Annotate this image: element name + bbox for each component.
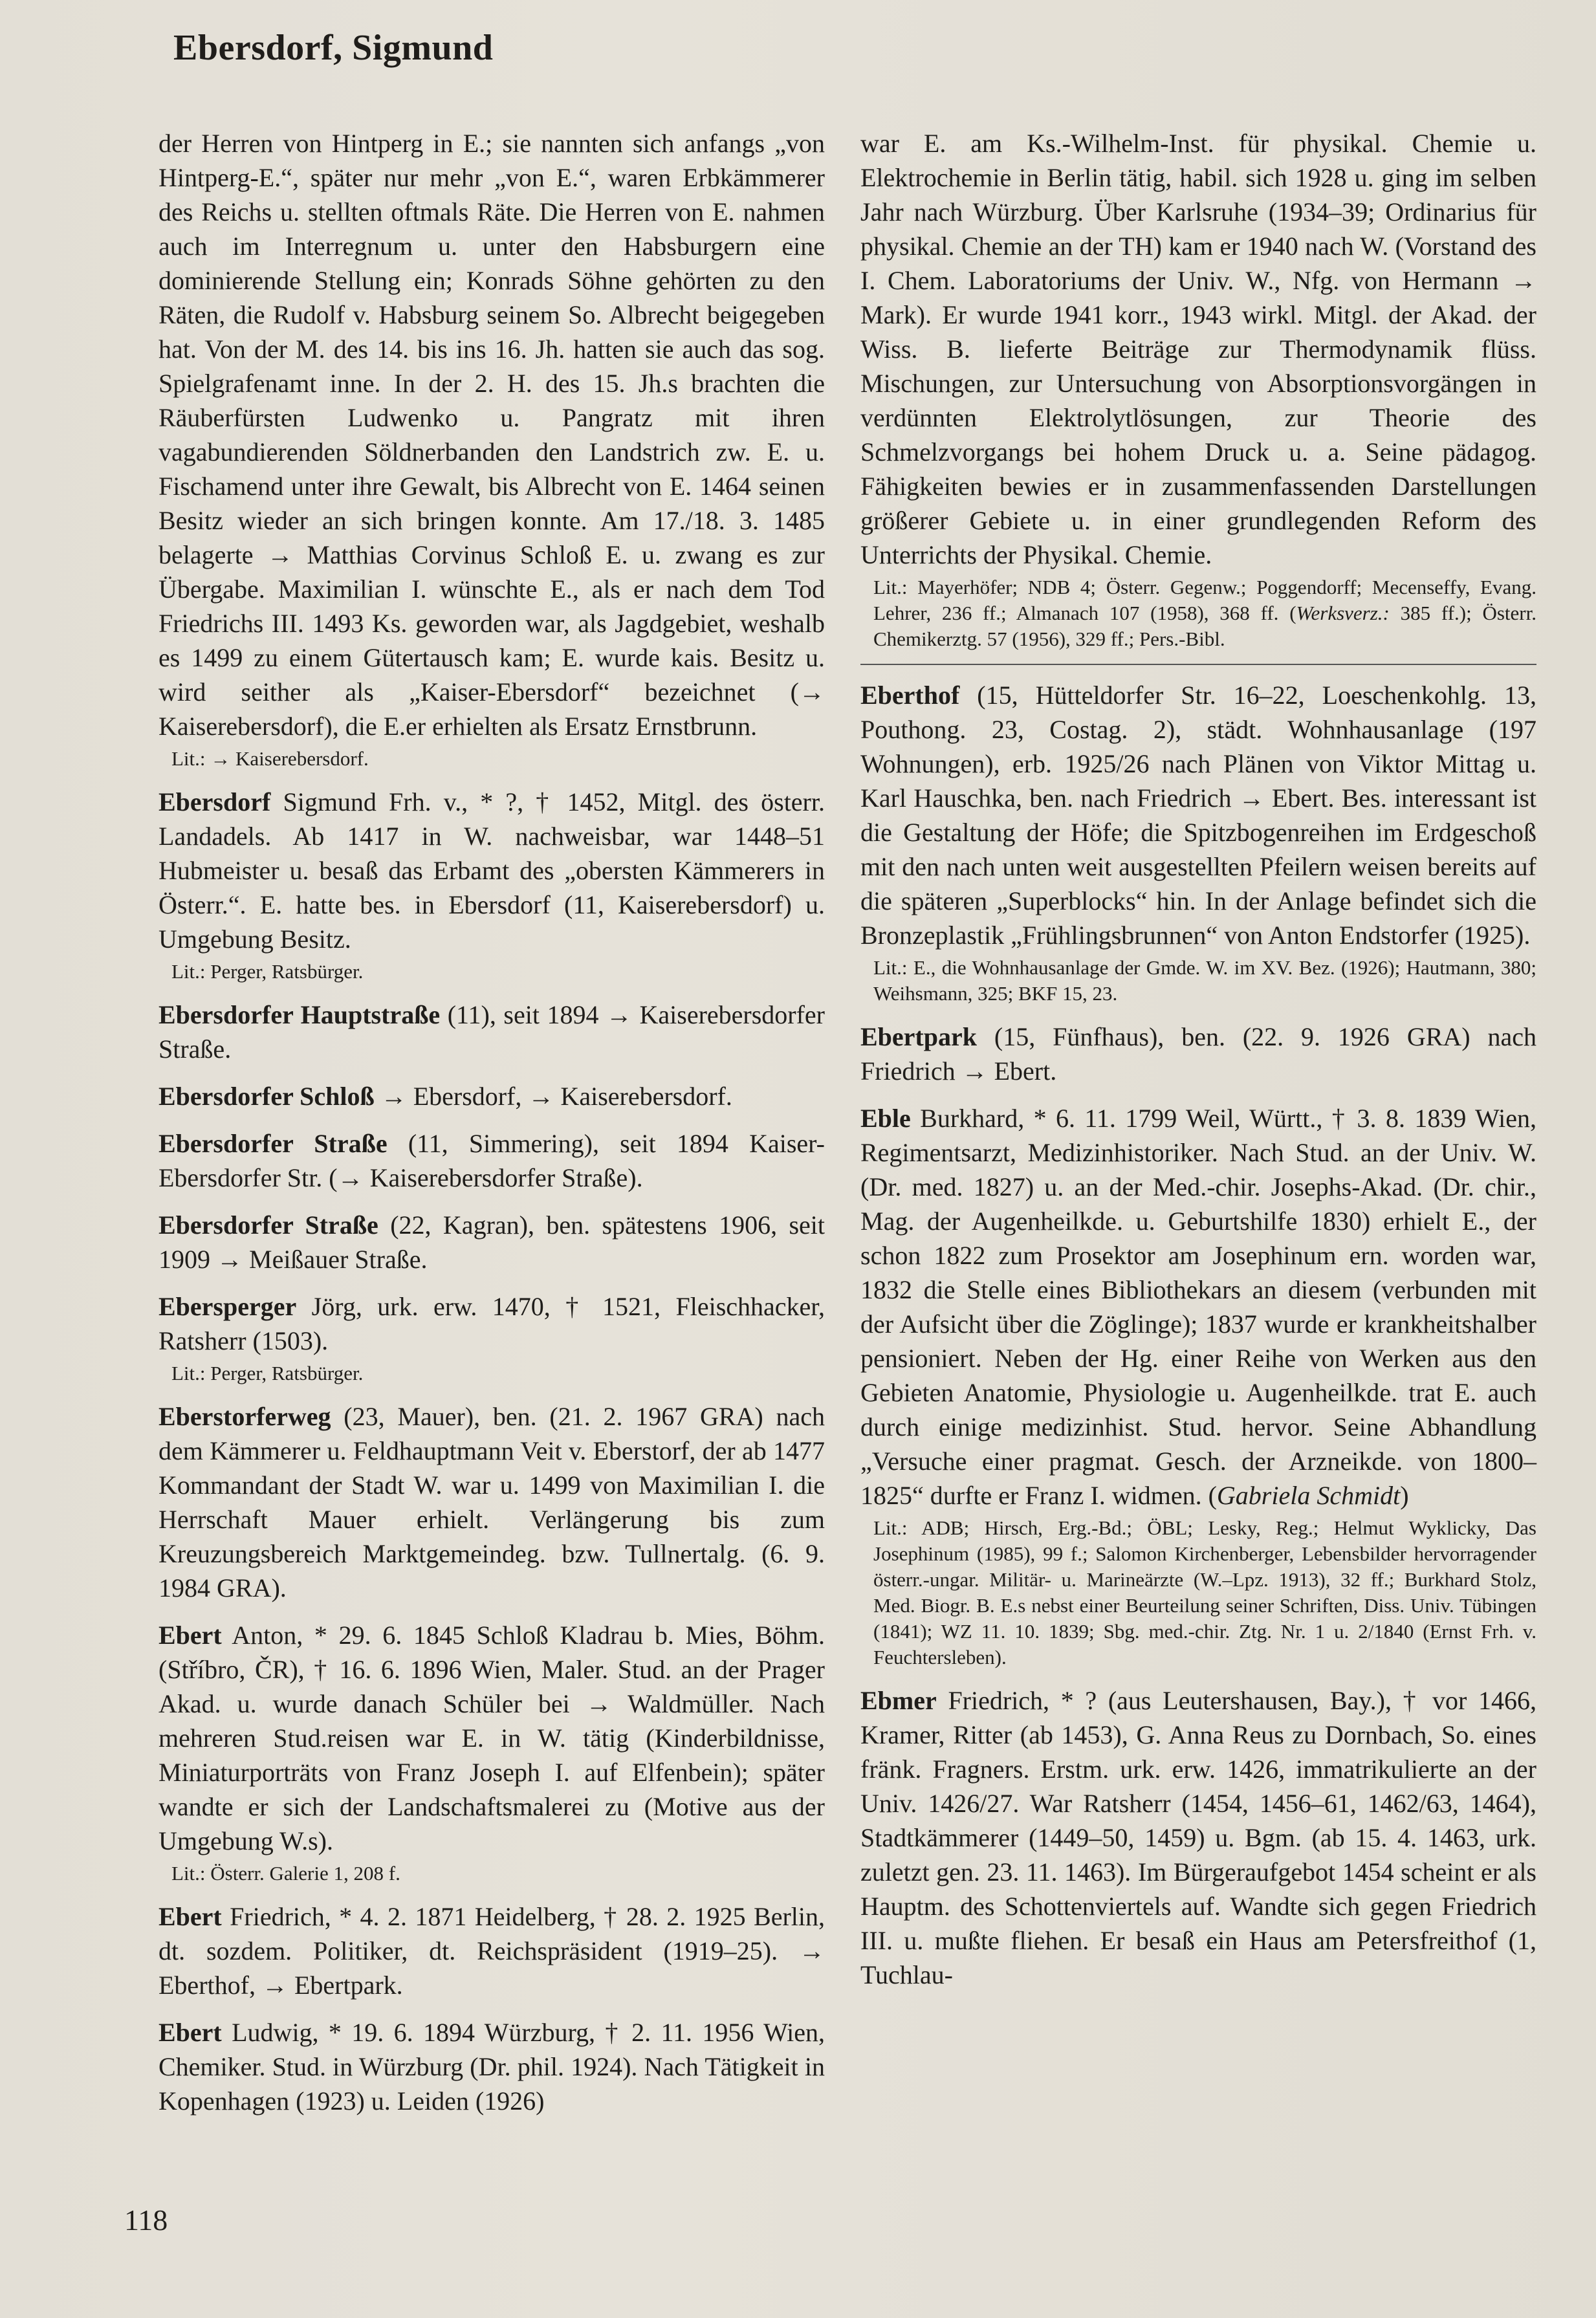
page-number: 118 — [124, 2203, 168, 2236]
entry-ebersdorf-sigmund — [159, 785, 825, 956]
author-signature: Gabriela Schmidt — [1216, 1481, 1401, 1510]
entry-text: Anton, * 29. 6. 1845 Schloß Kladrau b. Mies, Böhm. (Stříbro, ČR), † 16. 6. 1896 Wien, Maler. Stud. an der Prager Akad. u. wurde danach Schüler bei → Waldmüller. Nach mehreren Stud.reisen war E. in W. tätig (Kinderbildnisse, Miniaturporträts von Franz Joseph I. auf Elfenbein); später wandte er sich der Landschaftsmalerei zu (Motive aus der Umgebung W.s). — [159, 1621, 825, 1855]
literature-note: Lit.: Perger, Ratsbürger. — [171, 1362, 364, 1384]
entry-text: Sigmund Frh. v., * ?, † 1452, Mitgl. des österr. Landadels. Ab 1417 in W. nachweisbar, war 1448–51 Hubmeister u. besaß das Erbamt des „obersten Kämmerers in Österr.“. E. hatte bes. in Ebersdorf (11, Kaiserebersdorf) u. Umgebung Besitz. — [159, 787, 825, 954]
entry-text: (23, Mauer), ben. (21. 2. 1967 GRA) nach dem Kämmerer u. Feldhauptmann Veit v. Eberstorf, der ab 1477 Kommandant der Stadt W. war u. 1499 von Maximilian I. die Herrschaft Mauer erhielt. Verlängerung bis zum Kreuzungsbereich Marktgemeindeg. bzw. Tullnertalg. (6. 9. 1984 GRA). — [159, 1402, 825, 1602]
entry-ebmer — [860, 1683, 1536, 1992]
entry-ebersperger — [159, 1289, 825, 1358]
literature-note: Lit.: → Kaiserebersdorf. — [171, 747, 369, 770]
lemma: Eble — [860, 1104, 911, 1133]
entry-text: Jörg, urk. erw. 1470, † 1521, Fleischhacker, Ratsherr (1503). — [159, 1292, 825, 1355]
entry-ebertpark — [860, 1020, 1536, 1088]
literature-note: Lit.: Perger, Ratsbürger. — [171, 960, 364, 983]
lit-text: 385 ff.); Österr. Chemikerztg. 57 (1956), 329 ff.; Pers.-Bibl. — [873, 602, 1536, 650]
entry-ebert-anton — [159, 1618, 825, 1858]
lemma: Eberstorferweg — [159, 1402, 331, 1431]
lemma: Ebert — [159, 1902, 222, 1931]
lemma: Ebersdorf — [159, 787, 271, 816]
entry-continuation: der Herren von Hintperg in E.; sie nannten sich anfangs „von Hintperg-E.“, später nur mehr „von E.“, waren Erbkämmerer des Reichs u. stellten oftmals Räte. Die Herren von E. nahmen auch im Interregnum u. unter den Habsburgern eine dominierende Stellung ein; Konrads Söhne gehörten zu den Räten, die Rudolf v. Habsburg seinem So. Albrecht beigegeben hat. Von der M. des 14. bis ins 16. Jh. hatten sie auch das sog. Spielgrafenamt inne. In der 2. H. des 15. Jh.s brachten die Räuberfürsten Ludwenko u. Pangratz mit ihren vagabundierenden Söldnerbanden den Landstrich zw. E. u. Fischamend unter ihre Gewalt, bis Albrecht von E. 1464 seinen Besitz wieder an sich bringen konnte. Am 17./18. 3. 1485 belagerte → Matthias Corvinus Schloß E. u. zwang es zur Übergabe. Maximilian I. wünschte E., als er nach dem Tod Friedrichs III. 1493 Ks. geworden war, als Jagdgebiet, weshalb es 1499 zu einem Gütertausch kam; E. wurde kais. Besitz u. wird seither als „Kaiser-Ebersdorf“ bezeichnet (→ Kaiserebersdorf), die E.er erhielten als Ersatz Ernstbrunn. — [159, 129, 825, 741]
lit-text: Lit.: Mayerhöfer; NDB 4; Österr. Gegenw.; Poggendorff; Mecenseffy, Evang. Lehrer, 236 ff.; Almanach 107 (1958), 368 ff. ( — [873, 576, 1536, 624]
lemma: Ebmer — [860, 1686, 937, 1715]
literature-note: Lit.: ADB; Hirsch, Erg.-Bd.; ÖBL; Lesky, Reg.; Helmut Wyklicky, Das Josephinum (1985), 99 f.; Salomon Kirchenberger, Lebensbilder hervorragender österr.-ungar. Militär- u. Marineärzte (W.–Lpz. 1913), 32 ff.; Burkhard Stolz, Med. Biogr. B. E.s nebst einer Beurteilung seiner Schriften, Diss. Univ. Tübingen (1841); WZ 11. 10. 1839; Sbg. med.-chir. Ztg. Nr. 1 u. 2/1840 (Ernst Frh. v. Feuchtersleben). — [873, 1516, 1536, 1668]
lemma: Ebersdorfer Straße — [159, 1210, 378, 1240]
entry-text: (22, Kagran), ben. spätestens 1906, seit 1909 → Meißauer Straße. — [159, 1210, 825, 1274]
entry-text: Friedrich, * 4. 2. 1871 Heidelberg, † 28. 2. 1925 Berlin, dt. sozdem. Politiker, dt. Reichspräsident (1919–25). → Eberthof, → Ebertpark. — [159, 1902, 825, 2000]
entry-ebert-friedrich — [159, 1899, 825, 2002]
entry-eberthof — [860, 678, 1536, 952]
entry-text: ) — [1400, 1481, 1409, 1510]
literature-note — [860, 574, 1536, 652]
entry-text: (11, Simmering), seit 1894 Kaiser-Ebersdorfer Str. (→ Kaiserebersdorfer Straße). — [159, 1129, 825, 1192]
lemma: Ebersdorfer Hauptstraße — [159, 1000, 441, 1029]
entry-ebersdorfer-strasse-11 — [159, 1126, 825, 1195]
entry-ebersdorfer-schloss — [159, 1079, 825, 1113]
entry-text: (11), seit 1894 → Kaiserebersdorfer Straße. — [159, 1000, 825, 1064]
entry-continuation: war E. am Ks.-Wilhelm-Inst. für physikal. Chemie u. Elektrochemie in Berlin tätig, habil. sich 1928 u. ging im selben Jahr nach Würzburg. Über Karlsruhe (1934–39; Ordinarius für physikal. Chemie an der TH) kam er 1940 nach W. (Vorstand des I. Chem. Laboratoriums der Univ. W., Nfg. von Hermann → Mark). Er wurde 1941 korr., 1943 wirkl. Mitgl. der Akad. der Wiss. B. lieferte Beiträge zur Thermodynamik flüss. Mischungen, zur Untersuchung von Absorptionsvorgängen in verdünnten Elektrolytlösungen, zur Theorie des Schmelzvorgangs bei hohem Druck u. a. Seine pädagog. Fähigkeiten bewies er in zusammenfassenden Darstellungen größerer Gebiete u. in einer grundlegenden Reform des Unterrichts der Physikal. Chemie. — [860, 129, 1536, 569]
left-column — [159, 126, 825, 2118]
lemma: Ebersdorfer Schloß — [159, 1082, 375, 1111]
entry-text: Ludwig, * 19. 6. 1894 Würzburg, † 2. 11. 1956 Wien, Chemiker. Stud. in Würzburg (Dr. phil. 1924). Nach Tätigkeit in Kopenhagen (1923) u. Leiden (1926) — [159, 2018, 825, 2116]
entry-ebersdorfer-hauptstrasse — [159, 998, 825, 1066]
entry-ebersdorfer-strasse-22 — [159, 1208, 825, 1276]
entry-text: → Ebersdorf, → Kaiserebersdorf. — [374, 1082, 732, 1111]
entry-text: Burkhard, * 6. 11. 1799 Weil, Württ., † 3. 8. 1839 Wien, Regimentsarzt, Medizinhistoriker. Nach Stud. an der Univ. W. (Dr. med. 1827) u. an der Med.-chir. Josephs-Akad. (Dr. chir., Mag. der Augenheilkde. u. Geburtshilfe 1830) erhielt E., der schon 1822 zum Prosektor am Josephinum ern. worden war, 1832 die Stelle eines Bibliothekars an diesem (verbunden mit der Aufsicht über die Zöglinge); 1837 wurde er krankheitshalber pensioniert. Neben der Hg. einer Reihe von Werken aus den Gebieten Anatomie, Physiologie u. Augenheilkde. trat E. auch durch einige medizinhist. Stud. hervor. Seine Abhandlung „Versuche einer pragmat. Gesch. der Arzneikde. von 1800–1825“ durfte er Franz I. widmen. ( — [860, 1104, 1536, 1510]
running-head: Ebersdorf, Sigmund — [173, 28, 494, 68]
entry-text: (15, Hütteldorfer Str. 16–22, Loeschenkohlg. 13, Pouthong. 23, Costag. 2), städt. Wohnhausanlage (197 Wohnungen), erb. 1925/26 nach Plänen von Viktor Mittag u. Karl Hauschka, ben. nach Friedrich → Ebert. Bes. interessant ist die Gestaltung der Höfe; die Spitzbogenreihen im Erdgeschoß mit den nach unten weit ausgestellten Pfeilern weisen bereits auf die späteren „Superblocks“ hin. In der Anlage befindet sich die Bronzeplastik „Frühlingsbrunnen“ von Anton Endstorfer (1925). — [860, 681, 1536, 950]
entry-eble — [860, 1101, 1536, 1513]
lemma: Ebersdorfer Straße — [159, 1129, 388, 1158]
lemma: Ebertpark — [860, 1022, 977, 1051]
entry-text: Friedrich, * ? (aus Leutershausen, Bay.), † vor 1466, Kramer, Ritter (ab 1453), G. Anna Reus zu Dornbach, So. eines fränk. Fragners. Erstm. urk. erw. 1426, immatrikulierte an der Univ. 1426/27. War Ratsherr (1454, 1456–61, 1462/63, 1464), Stadtkämmerer (1449–50, 1459) u. Bgm. (ab 15. 4. 1463, urk. zuletzt gen. 23. 11. 1463). Im Bürgeraufgebot 1454 scheint er als Hauptm. des Schottenviertels auf. Wandte sich gegen Friedrich III. u. mußte fliehen. Er besaß ein Haus am Petersfreithof (1, Tuchlau- — [860, 1686, 1536, 1989]
lemma: Ebersperger — [159, 1292, 297, 1321]
column-divider — [860, 664, 1536, 665]
entry-ebert-ludwig — [159, 2015, 825, 2118]
entry-eberstorferweg — [159, 1399, 825, 1605]
literature-note: Lit.: E., die Wohnhausanlage der Gmde. W. im XV. Bez. (1926); Hautmann, 380; Weihsmann, 325; BKF 15, 23. — [873, 956, 1536, 1005]
literature-note: Lit.: Österr. Galerie 1, 208 f. — [171, 1862, 400, 1885]
entry-text: (15, Fünfhaus), ben. (22. 9. 1926 GRA) nach Friedrich → Ebert. — [860, 1022, 1536, 1086]
lit-italic: Werksverz.: — [1296, 602, 1390, 624]
lemma: Ebert — [159, 1621, 222, 1650]
lemma: Eberthof — [860, 681, 960, 710]
lemma: Ebert — [159, 2018, 222, 2047]
right-column — [860, 126, 1536, 1992]
